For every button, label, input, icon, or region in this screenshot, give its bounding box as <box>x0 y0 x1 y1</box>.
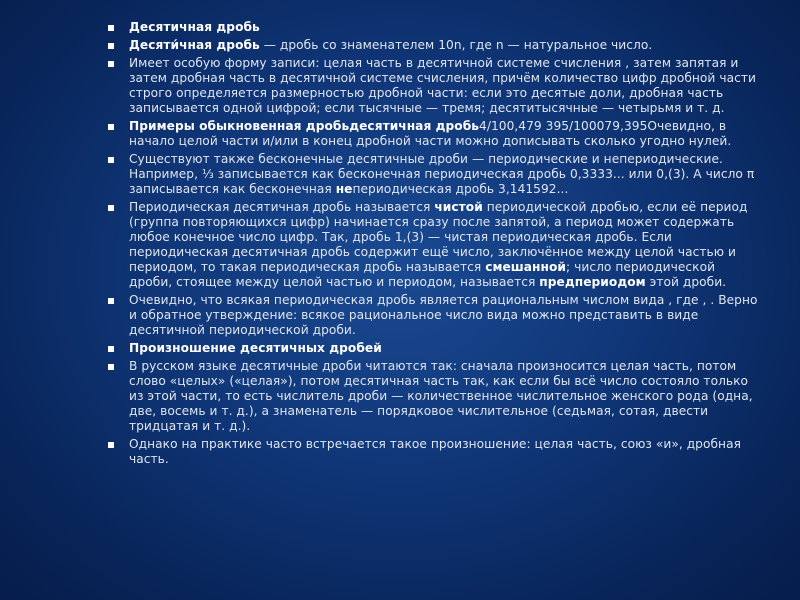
bullet-definition <box>108 38 758 53</box>
square-bullet-icon <box>108 124 114 130</box>
square-bullet-icon <box>108 364 114 370</box>
square-bullet-icon <box>108 43 114 49</box>
infinite-text-1: Существуют также бесконечные десятичные дроби — периодические и непериодические. Например, ⅓ записывается как бесконечная периодическая дробь 0,3333... или 0,(3). А число π записывается как бесконечная <box>129 152 755 196</box>
examples-term: Примеры обыкновенная дробьдесятичная дробь <box>129 119 480 133</box>
definition-text: — дробь со знаменателем 10n, где n — натуральное число. <box>259 38 653 52</box>
periodic-text-3: ; число периодической дроби, стоящее между целой частью и периодом, называется <box>129 260 716 289</box>
bullet-list <box>108 20 758 470</box>
bullet-rational-numbers <box>108 293 758 338</box>
square-bullet-icon <box>108 442 114 448</box>
bullet-title-pronunciation <box>108 341 758 356</box>
periodic-bold-2: смешанной <box>485 260 567 274</box>
pronunciation-text: В русском языке десятичные дроби читаются так: сначала произносится целая часть, потом слово «целых» («целая»), потом десятичная часть так, как если бы всё число состояло только из этой части, то есть числитель дроби — количественное числительное женского рода (одна, две, восемь и т. д.), а знаменатель — порядковое числительное (седьмая, сотая, двести тридцатая и т. д.). <box>129 359 753 433</box>
pronunciation-title: Произношение десятичных дробей <box>129 341 382 355</box>
square-bullet-icon <box>108 61 114 67</box>
infinite-text-2: периодическая дробь 3,141592... <box>352 182 569 196</box>
square-bullet-icon <box>108 157 114 163</box>
square-bullet-icon <box>108 298 114 304</box>
definition-term: Десяти́чная дробь <box>129 38 260 52</box>
periodic-text-1: Периодическая десятичная дробь называется <box>129 200 435 214</box>
practice-text: Однако на практике часто встречается такое произношение: целая часть, союз «и», дробная часть. <box>129 437 741 466</box>
infinite-bold-1: не <box>335 182 353 196</box>
examples-text: 4/100,479 395/100079,395Очевидно, в начало целой части и/или в конец дробной части можно дописывать сколько угодно нулей. <box>129 119 732 148</box>
bullet-periodic-fractions <box>108 200 758 290</box>
bullet-title: Десятичная дробь <box>129 20 260 34</box>
periodic-text-4: этой дроби. <box>645 275 727 289</box>
bullet-examples <box>108 119 758 149</box>
square-bullet-icon <box>108 346 114 352</box>
square-bullet-icon <box>108 25 114 31</box>
periodic-bold-1: чистой <box>434 200 483 214</box>
bullet-pronunciation-rules <box>108 359 758 434</box>
bullet-notation <box>108 56 758 116</box>
rational-text: Очевидно, что всякая периодическая дробь является рациональным числом вида , где , . Верно и обратное утверждение: всякое рациональное число вида можно представить в виде десятичной периодической дроби. <box>129 293 758 337</box>
bullet-practice <box>108 437 758 467</box>
notation-text: Имеет особую форму записи: целая часть в десятичной системе счисления , затем запятая и затем дробная часть в десятичной системе счисления, причём количество цифр дробной части строго определяется размерностью дробной части: если это десятые доли, дробная часть записывается одной цифрой; если тысячные — тремя; десятитысячные — четырьмя и т. д. <box>129 56 756 115</box>
periodic-bold-3: предпериодом <box>539 275 646 289</box>
periodic-text-2: периодической дробью, если её период (группа повторяющихся цифр) начинается сразу после запятой, а период может содержать любое конечное число цифр. Так, дробь 1,(3) — чистая периодическая дробь. Если периодическая десятичная дробь содержит ещё число, заключённое между целой частью и периодом, то такая периодическая дробь называется <box>129 200 748 274</box>
bullet-infinite-fractions <box>108 152 758 197</box>
bullet-title-decimal-fraction <box>108 20 758 35</box>
square-bullet-icon <box>108 205 114 211</box>
